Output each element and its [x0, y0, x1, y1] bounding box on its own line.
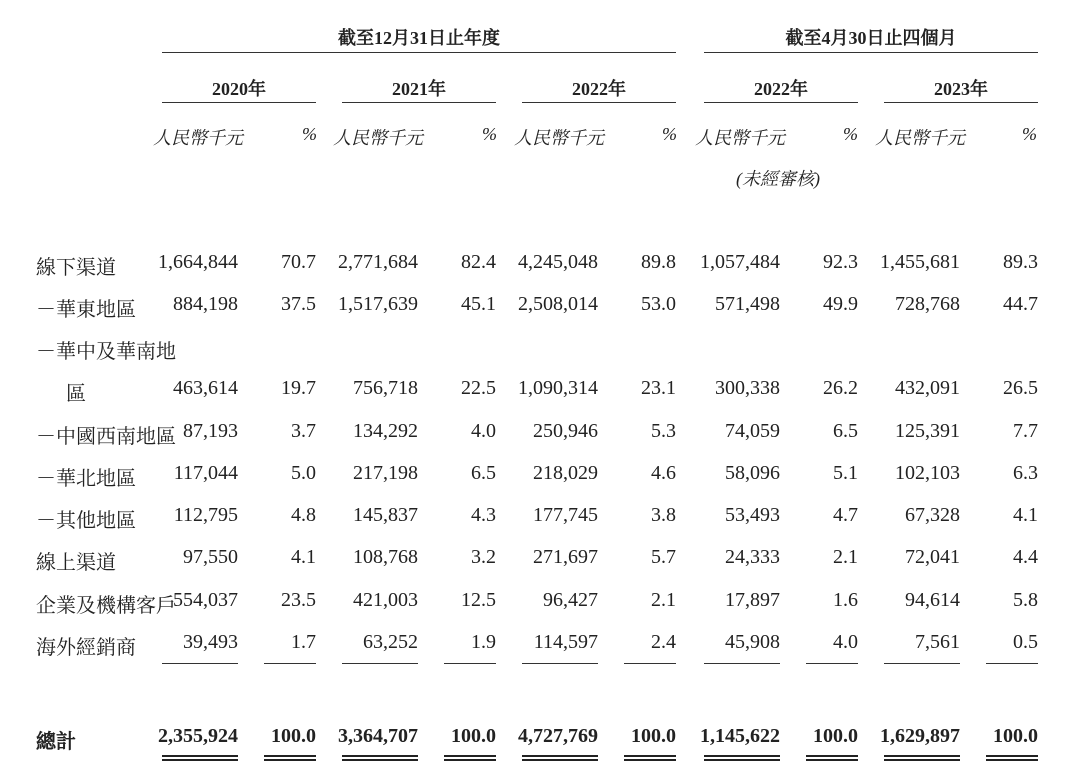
- row-label-overseas: 海外經銷商: [36, 637, 136, 659]
- row-label-north: －華北地區: [36, 468, 136, 490]
- table-cell: 49.9: [823, 293, 858, 315]
- unit-pct-2022-fy: %: [662, 124, 677, 144]
- unit-amount-2021: 人民幣千元: [333, 128, 423, 148]
- table-cell: 7,561: [915, 631, 960, 653]
- table-cell: 3.2: [471, 546, 496, 568]
- table-cell: 432,091: [895, 377, 960, 399]
- unit-pct-2023-4m: %: [1022, 124, 1037, 144]
- table-cell: 39,493: [183, 631, 238, 653]
- table-cell: 6.5: [471, 462, 496, 484]
- table-cell: 4.7: [833, 504, 858, 526]
- row-label-online: 線上渠道: [36, 552, 116, 574]
- table-cell: 117,044: [173, 462, 238, 484]
- table-cell: 97,550: [183, 546, 238, 568]
- subtotal-rule-2021-amt: [342, 663, 418, 664]
- table-cell: 23.1: [641, 377, 676, 399]
- total-double-rule-2022fy-amt: [522, 755, 598, 761]
- year-header-2021: 2021年: [392, 79, 446, 99]
- table-cell: 4,245,048: [518, 251, 598, 273]
- table-cell: 96,427: [543, 589, 598, 611]
- row-label-central-south-cont: 區: [66, 383, 86, 405]
- table-cell: 63,252: [363, 631, 418, 653]
- table-cell: 2,771,684: [338, 251, 418, 273]
- total-double-rule-2020-amt: [162, 755, 238, 761]
- unit-pct-2021: %: [482, 124, 497, 144]
- table-cell: 125,391: [895, 420, 960, 442]
- total-double-rule-2022-4m-amt: [704, 755, 780, 761]
- table-cell: 2.1: [651, 589, 676, 611]
- table-cell: 300,338: [715, 377, 780, 399]
- fy-period-header: 截至12月31日止年度: [338, 28, 500, 48]
- table-cell: 94,614: [905, 589, 960, 611]
- total-double-rule-2023-4m-amt: [884, 755, 960, 761]
- subtotal-rule-2022-4m-pct: [806, 663, 858, 664]
- table-cell: 0.5: [1013, 631, 1038, 653]
- table-cell: 45,908: [725, 631, 780, 653]
- subtotal-rule-2021-pct: [444, 663, 496, 664]
- row-label-corporate: 企業及機構客戶: [36, 595, 176, 617]
- table-cell: 17,897: [725, 589, 780, 611]
- total-cell: 100.0: [451, 725, 496, 747]
- table-cell: 554,037: [173, 589, 238, 611]
- table-cell: 3.8: [651, 504, 676, 526]
- table-cell: 2.1: [833, 546, 858, 568]
- table-cell: 5.0: [291, 462, 316, 484]
- table-cell: 4.4: [1013, 546, 1038, 568]
- table-cell: 177,745: [533, 504, 598, 526]
- unit-pct-2020: %: [302, 124, 317, 144]
- table-cell: 70.7: [281, 251, 316, 273]
- total-cell: 100.0: [631, 725, 676, 747]
- table-cell: 72,041: [905, 546, 960, 568]
- year-header-2023-4m: 2023年: [934, 79, 988, 99]
- total-double-rule-2020-pct: [264, 755, 316, 761]
- table-cell: 108,768: [353, 546, 418, 568]
- table-cell: 6.3: [1013, 462, 1038, 484]
- table-cell: 1,517,639: [338, 293, 418, 315]
- table-cell: 22.5: [461, 377, 496, 399]
- subtotal-rule-2023-4m-amt: [884, 663, 960, 664]
- table-cell: 12.5: [461, 589, 496, 611]
- table-cell: 571,498: [715, 293, 780, 315]
- table-cell: 58,096: [725, 462, 780, 484]
- year-rule-2020: [162, 102, 316, 103]
- table-cell: 7.7: [1013, 420, 1038, 442]
- table-cell: 112,795: [173, 504, 238, 526]
- total-double-rule-2022-4m-pct: [806, 755, 858, 761]
- table-cell: 145,837: [353, 504, 418, 526]
- table-cell: 5.1: [833, 462, 858, 484]
- table-cell: 4.0: [471, 420, 496, 442]
- year-rule-2023-4m: [884, 102, 1038, 103]
- table-cell: 1,057,484: [700, 251, 780, 273]
- total-cell: 4,727,769: [518, 725, 598, 747]
- total-double-rule-2023-4m-pct: [986, 755, 1038, 761]
- table-cell: 89.3: [1003, 251, 1038, 273]
- year-rule-2022-fy: [522, 102, 676, 103]
- row-label-offline: 線下渠道: [36, 257, 116, 279]
- table-cell: 1,664,844: [158, 251, 238, 273]
- table-cell: 884,198: [173, 293, 238, 315]
- subtotal-rule-2020-amt: [162, 663, 238, 664]
- subtotal-rule-2022-4m-amt: [704, 663, 780, 664]
- table-cell: 134,292: [353, 420, 418, 442]
- total-double-rule-2021-pct: [444, 755, 496, 761]
- table-cell: 24,333: [725, 546, 780, 568]
- table-cell: 6.5: [833, 420, 858, 442]
- table-cell: 4.3: [471, 504, 496, 526]
- table-cell: 1.7: [291, 631, 316, 653]
- table-cell: 102,103: [895, 462, 960, 484]
- year-header-2022-4m: 2022年: [754, 79, 808, 99]
- table-cell: 44.7: [1003, 293, 1038, 315]
- four-months-period-header: 截至4月30日止四個月: [785, 28, 957, 48]
- subtotal-rule-2023-4m-pct: [986, 663, 1038, 664]
- table-cell: 5.8: [1013, 589, 1038, 611]
- subtotal-rule-2020-pct: [264, 663, 316, 664]
- table-cell: 89.8: [641, 251, 676, 273]
- table-cell: 3.7: [291, 420, 316, 442]
- table-cell: 728,768: [895, 293, 960, 315]
- total-cell: 100.0: [993, 725, 1038, 747]
- table-cell: 756,718: [353, 377, 418, 399]
- table-cell: 4.1: [1013, 504, 1038, 526]
- table-cell: 1,455,681: [880, 251, 960, 273]
- table-cell: 4.1: [291, 546, 316, 568]
- unit-amount-2022-fy: 人民幣千元: [514, 128, 604, 148]
- table-cell: 74,059: [725, 420, 780, 442]
- row-label-central-south: －華中及華南地: [36, 341, 176, 363]
- subtotal-rule-2022fy-amt: [522, 663, 598, 664]
- row-label-total: 總計: [36, 731, 76, 753]
- table-cell: 26.2: [823, 377, 858, 399]
- total-double-rule-2021-amt: [342, 755, 418, 761]
- total-cell: 3,364,707: [338, 725, 418, 747]
- table-cell: 4.8: [291, 504, 316, 526]
- total-cell: 1,145,622: [700, 725, 780, 747]
- unit-amount-2022-4m: 人民幣千元: [695, 128, 785, 148]
- table-cell: 463,614: [173, 377, 238, 399]
- table-cell: 1.6: [833, 589, 858, 611]
- table-cell: 250,946: [533, 420, 598, 442]
- year-rule-2022-4m: [704, 102, 858, 103]
- unaudited-note: (未經審核): [736, 169, 820, 189]
- total-cell: 100.0: [271, 725, 316, 747]
- table-cell: 45.1: [461, 293, 496, 315]
- row-label-other: －其他地區: [36, 510, 136, 532]
- table-cell: 92.3: [823, 251, 858, 273]
- table-cell: 4.6: [651, 462, 676, 484]
- total-cell: 1,629,897: [880, 725, 960, 747]
- table-cell: 218,029: [533, 462, 598, 484]
- unit-amount-2023-4m: 人民幣千元: [875, 128, 965, 148]
- table-cell: 53.0: [641, 293, 676, 315]
- table-cell: 1,090,314: [518, 377, 598, 399]
- table-cell: 5.3: [651, 420, 676, 442]
- table-cell: 87,193: [183, 420, 238, 442]
- table-cell: 217,198: [353, 462, 418, 484]
- table-cell: 271,697: [533, 546, 598, 568]
- unit-amount-2020: 人民幣千元: [153, 128, 243, 148]
- year-header-2020: 2020年: [212, 79, 266, 99]
- table-cell: 19.7: [281, 377, 316, 399]
- total-double-rule-2022fy-pct: [624, 755, 676, 761]
- table-cell: 67,328: [905, 504, 960, 526]
- table-cell: 26.5: [1003, 377, 1038, 399]
- total-cell: 2,355,924: [158, 725, 238, 747]
- table-cell: 23.5: [281, 589, 316, 611]
- table-cell: 421,003: [353, 589, 418, 611]
- table-cell: 114,597: [533, 631, 598, 653]
- four-months-header-rule: [704, 52, 1038, 53]
- table-cell: 4.0: [833, 631, 858, 653]
- subtotal-rule-2022fy-pct: [624, 663, 676, 664]
- table-cell: 2,508,014: [518, 293, 598, 315]
- row-label-east: －華東地區: [36, 299, 136, 321]
- year-header-2022-fy: 2022年: [572, 79, 626, 99]
- table-cell: 2.4: [651, 631, 676, 653]
- table-cell: 82.4: [461, 251, 496, 273]
- table-cell: 37.5: [281, 293, 316, 315]
- total-cell: 100.0: [813, 725, 858, 747]
- fy-header-rule: [162, 52, 676, 53]
- unit-pct-2022-4m: %: [843, 124, 858, 144]
- year-rule-2021: [342, 102, 496, 103]
- table-cell: 1.9: [471, 631, 496, 653]
- table-cell: 53,493: [725, 504, 780, 526]
- row-label-southwest: －中國西南地區: [36, 426, 176, 448]
- table-cell: 5.7: [651, 546, 676, 568]
